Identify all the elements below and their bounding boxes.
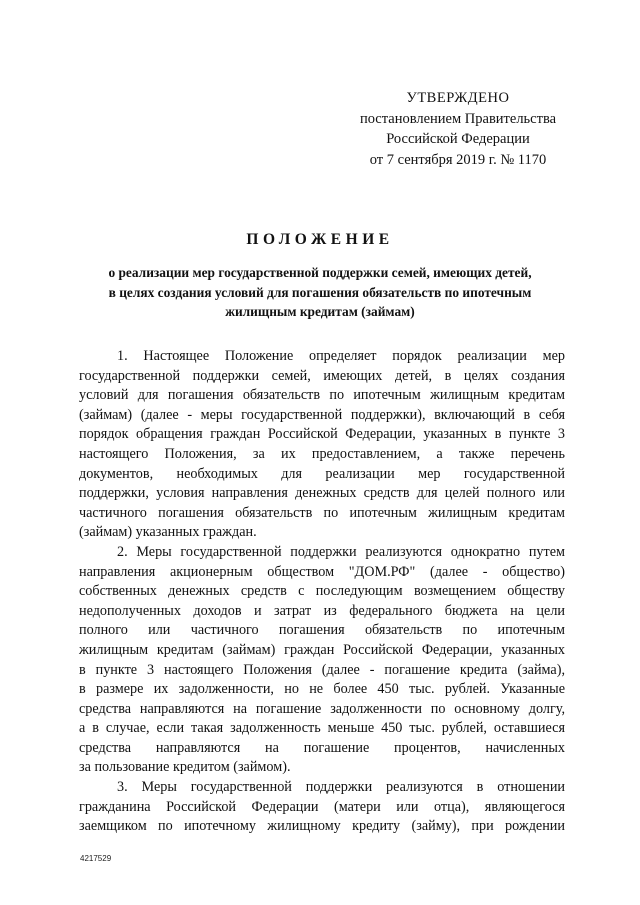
body-line: документов, необходимых для реализации мер государственной [79, 465, 565, 482]
body-line: в размере их задолженности, но не более 450 тыс. рублей. Указанные [79, 681, 565, 698]
body-line: в пункте 3 настоящего Положения (далее - погашение кредита (займа), [79, 661, 565, 678]
document-code: 4217529 [80, 854, 112, 863]
body-line: а в случае, если такая задолженность меньше 450 тыс. рублей, оставшиеся [79, 720, 565, 737]
body-line: поддержки, условия направления денежных средств для целей полного или [79, 485, 565, 502]
body-line: полного или частичного погашения обязательств по ипотечным [79, 622, 565, 639]
body-line: 3. Меры государственной поддержки реализуются в отношении [117, 779, 565, 796]
body-line: частичного погашения обязательств по ипотечным жилищным кредитам [79, 504, 565, 521]
approval-title: УТВЕРЖДЕНО [406, 90, 510, 106]
body-line: недополученных доходов и затрат из федерального бюджета на цели [79, 602, 565, 619]
document-body [79, 347, 565, 837]
body-line: 1. Настоящее Положение определяет порядок реализации мер [117, 348, 565, 364]
document-title: ПОЛОЖЕНИЕ [246, 231, 394, 248]
subtitle-line: о реализации мер государственной поддержки семей, имеющих детей, [108, 265, 532, 280]
body-line: средства направляются на погашение задолженности по основному долгу, [79, 700, 565, 717]
document-subtitle [60, 263, 580, 322]
body-line: жилищным кредитам (займам) граждан Российской Федерации, указанных [79, 641, 565, 658]
body-line: государственной поддержки семей, имеющих детей, в целях создания [79, 367, 565, 384]
body-line: гражданина Российской Федерации (матери или отца), являющегося [79, 798, 565, 815]
approval-line-2: Российской Федерации [386, 131, 530, 147]
approval-date-line: от 7 сентября 2019 г. № 1170 [369, 151, 547, 168]
body-line: порядок обращения граждан Российской Федерации, указанных в пункте 3 [79, 426, 565, 443]
body-line: настоящего Положения, за их предоставлением, а также перечень [79, 445, 565, 462]
body-line: собственных денежных средств с последующим возмещением обществу [79, 583, 565, 600]
body-line: (займам) указанных граждан. [79, 524, 257, 541]
subtitle-line: жилищным кредитам (займам) [225, 304, 415, 319]
body-line: за пользование кредитом (займом). [79, 759, 291, 776]
approval-line-1: постановлением Правительства [359, 110, 557, 127]
subtitle-line: в целях создания условий для погашения обязательств по ипотечным [108, 284, 532, 300]
approval-stamp [330, 88, 586, 170]
body-line: направления акционерным обществом "ДОМ.РФ" (далее - общество) [79, 563, 565, 580]
body-line: 2. Меры государственной поддержки реализуются однократно путем [117, 543, 565, 560]
body-line: (займам) (далее - меры государственной поддержки), включающий в себя [79, 406, 565, 423]
body-line: средства направляются на погашение процентов, начисленных [79, 739, 565, 756]
body-line: условий для погашения обязательств по ипотечным жилищным кредитам [79, 387, 565, 404]
body-line: заемщиком по ипотечному жилищному кредиту (займу), при рождении [79, 818, 565, 835]
